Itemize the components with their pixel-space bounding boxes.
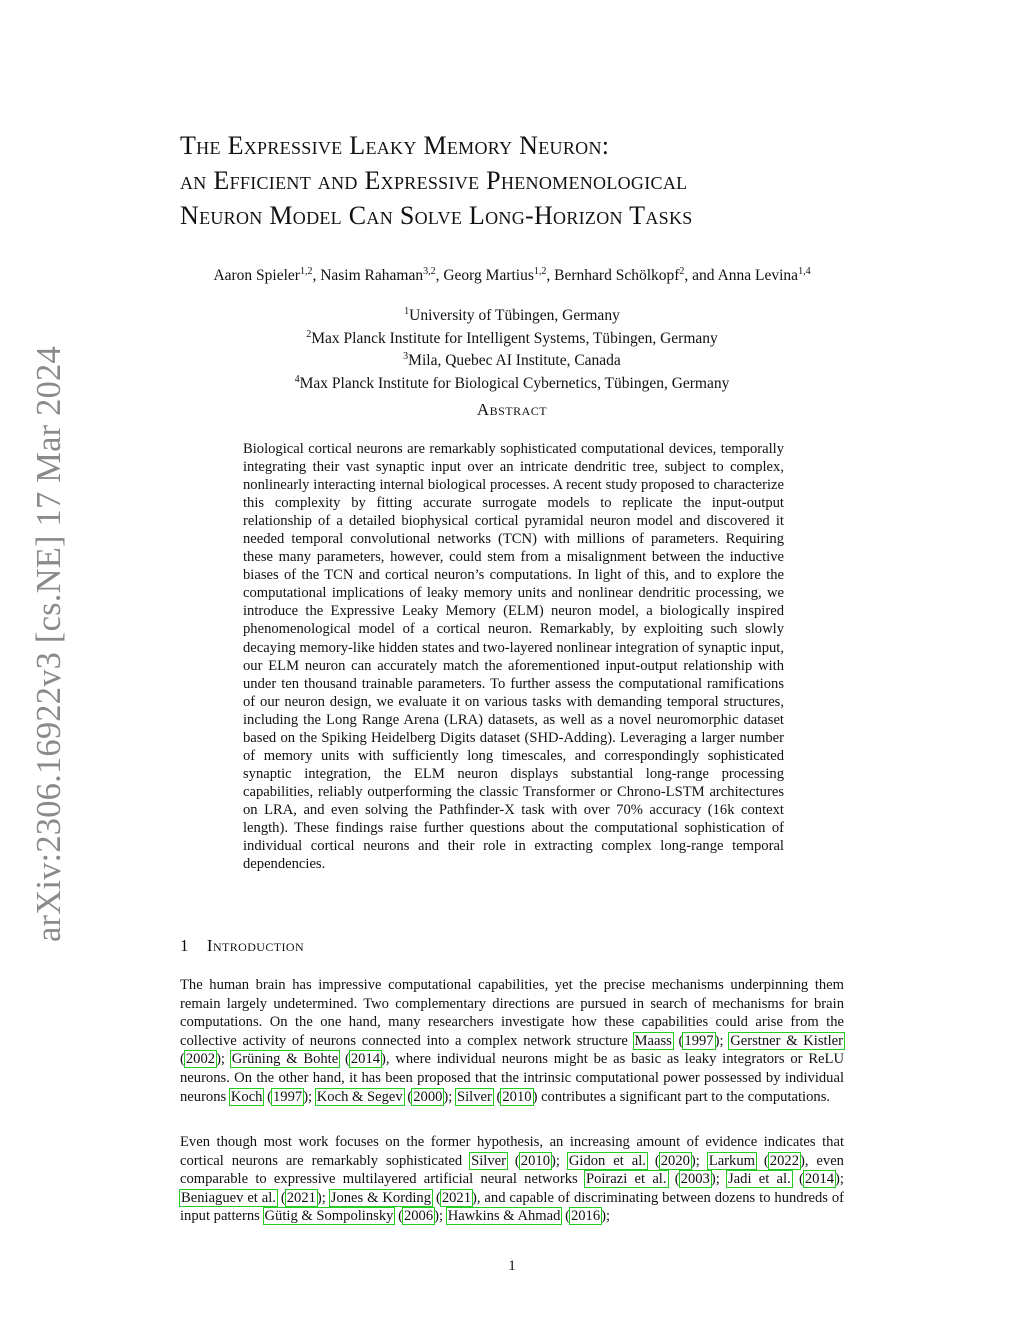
page-number: 1 xyxy=(508,1258,516,1274)
citation-link[interactable]: 2021 xyxy=(441,1189,471,1206)
citation-link[interactable]: Maass xyxy=(634,1032,672,1049)
paragraph-text: ( xyxy=(432,1189,441,1206)
intro-paragraph-2 xyxy=(180,1133,844,1226)
citation-link[interactable]: 1997 xyxy=(684,1032,714,1049)
citation-link[interactable]: 2021 xyxy=(286,1189,316,1206)
author-name: Georg Martius xyxy=(443,267,534,285)
citation-link[interactable]: 2014 xyxy=(804,1171,835,1188)
section-heading xyxy=(180,936,304,956)
abstract-heading: Abstract xyxy=(476,400,548,419)
paragraph-text: ); xyxy=(434,1208,447,1225)
paragraph-text: ); xyxy=(316,1189,330,1206)
affiliation: $^1$University of Tübingen, Germany xyxy=(404,306,620,325)
author-list xyxy=(0,266,1024,285)
paragraph-text: ( xyxy=(492,1088,502,1105)
paragraph-text: ( xyxy=(506,1152,520,1169)
citation-link[interactable]: Koch xyxy=(230,1088,263,1105)
paragraph-text: ); xyxy=(550,1152,568,1169)
author: Georg Martius$^{1,2}$, xyxy=(443,266,555,285)
affiliation: $^2$Max Planck Institute for Intelligent Systems, Tübingen, Germany xyxy=(306,328,718,347)
author-name: Bernhard Schölkopf xyxy=(554,267,680,285)
paragraph-text: ), even comparable to expressive multilayered artificial neural networks xyxy=(180,1152,844,1188)
citation-link[interactable]: 1997 xyxy=(273,1088,303,1105)
citation-link[interactable]: Koch & Segev xyxy=(316,1088,403,1105)
paragraph-text: ( xyxy=(755,1152,769,1169)
paragraph-text: ); xyxy=(303,1088,316,1105)
citation-link[interactable]: 2006 xyxy=(403,1208,434,1225)
paragraph-text: The human brain has impressive computational capabilities, yet the precise mechanisms underpinning them remain largely undetermined. Two complementary directions are pursued in search of mechanisms for brain computations. On the one hand, many researchers investigate how these capabilities could arise from the collective activity of neurons connected into a complex network structure xyxy=(180,977,844,1049)
author-name: Anna Levina xyxy=(717,267,799,285)
citation-link[interactable]: Poirazi et al. xyxy=(585,1171,667,1188)
citation-link[interactable]: 2020 xyxy=(660,1152,690,1169)
paragraph-text: ( xyxy=(276,1189,286,1206)
affiliation: $^3$Mila, Quebec AI Institute, Canada xyxy=(403,351,621,370)
paragraph-text: ), and capable of discriminating between dozens to hundreds of input patterns xyxy=(180,1189,844,1225)
paper-title xyxy=(180,128,880,233)
citation-link[interactable]: Beniaguev et al. xyxy=(181,1189,276,1206)
title-line-3: Neuron Model Can Solve Long-Horizon Tasks xyxy=(180,201,693,230)
section-number: 1 xyxy=(180,936,189,955)
paragraph-text: ( xyxy=(263,1088,272,1105)
citation-link[interactable]: Jones & Kording xyxy=(330,1189,432,1206)
paragraph-text: ( xyxy=(394,1208,403,1225)
arxiv-stamp: arXiv:2306.16922v3 [cs.NE] 17 Mar 2024 xyxy=(30,346,68,942)
citation-link[interactable]: Grüning & Bohte xyxy=(231,1051,339,1068)
title-line-1: The Expressive Leaky Memory Neuron: xyxy=(180,131,610,160)
paragraph-text: ); xyxy=(443,1088,456,1105)
author: Nasim Rahaman$^{3,2}$, xyxy=(320,266,444,285)
author-name: Nasim Rahaman xyxy=(320,267,424,285)
title-line-2: an Efficient and Expressive Phenomenological xyxy=(180,166,688,195)
section-title: Introduction xyxy=(206,936,305,955)
paragraph-text: ); xyxy=(601,1208,611,1225)
paragraph-text: ); xyxy=(216,1051,231,1068)
paragraph-text: ); xyxy=(710,1171,727,1188)
citation-link[interactable]: 2002 xyxy=(185,1051,216,1068)
paragraph-text: ( xyxy=(667,1171,680,1188)
citation-link[interactable]: 2003 xyxy=(680,1171,710,1188)
intro-paragraph-1 xyxy=(180,976,844,1106)
citation-link[interactable]: Jadi et al. xyxy=(728,1171,791,1188)
citation-link[interactable]: Hawkins & Ahmad xyxy=(447,1208,561,1225)
paragraph-text: ( xyxy=(403,1088,413,1105)
paragraph-text: ( xyxy=(646,1152,660,1169)
author-affiliation: 1,2 xyxy=(533,266,547,277)
paragraph-text: ), where individual neurons might be as basic as leaky integrators or ReLU neurons. On the other hand, it has been proposed that the intrinsic computational power possessed by individual neurons xyxy=(180,1051,844,1105)
author-name: Aaron Spieler xyxy=(213,267,300,285)
author: Bernhard Schölkopf$^2$, and xyxy=(554,266,718,285)
paragraph-text: ) contributes a significant part to the computations. xyxy=(532,1088,831,1105)
author-affiliation: 2 xyxy=(679,266,685,277)
paragraph-text: ( xyxy=(672,1032,684,1049)
paragraph-text: ); xyxy=(835,1171,844,1188)
paragraph-text: ( xyxy=(339,1051,350,1068)
abstract-text: Biological cortical neurons are remarkably sophisticated computational devices, temporally integrating their vast synaptic input over an intricate dendritic tree, subject to complex, nonlinearly interacting internal biological processes. A recent study proposed to characterize this complexity by fitting accurate surrogate models to replicate the input-output relationship of a detailed biophysical cortical pyramidal neuron model and discovered it needed temporal convolutional networks (TCN) with millions of parameters. Requiring these many parameters, however, could stem from a misalignment between the inductive biases of the TCN and cortical neuron’s computations. In light of this, and to explore the computational implications of leaky memory units and nonlinear dendritic processing, we introduce the Expressive Leaky Memory (ELM) neuron model, a biologically inspired phenomenological model of a cortical neuron. Remarkably, by exploiting such slowly decaying memory-like hidden states and two-layered nonlinear integration of synaptic input, our ELM neuron can accurately match the aforementioned input-output relationship with under ten thousand trainable parameters. To further assess the computational ramifications of our neuron design, we evaluate it on various tasks with demanding temporal structures, including the Long Range Arena (LRA) datasets, as well as a novel neuromorphic dataset based on the Spiking Heidelberg Digits dataset (SHD-Adding). Leveraging a larger number of memory units with sufficiently long timescales, and correspondingly sophisticated synaptic integration, the ELM neuron displays substantial long-range processing capabilities, reliably outperforming the classic Transformer or Chrono-LSTM architectures on LRA, and even solving the Pathfinder-X task with over 70% accuracy (16k context length). These findings raise further questions about the computational sophistication of individual cortical neurons and their role in extracting complex long-range temporal dependencies. xyxy=(243,441,784,873)
citation-link[interactable]: Larkum xyxy=(708,1152,755,1169)
paragraph-text: ( xyxy=(180,1051,185,1068)
citation-link[interactable]: 2022 xyxy=(769,1152,799,1169)
paragraph-text: ); xyxy=(690,1152,708,1169)
citation-link[interactable]: Silver xyxy=(471,1152,506,1169)
citation-link[interactable]: 2000 xyxy=(413,1088,443,1105)
paragraph-text: ( xyxy=(561,1208,570,1225)
citation-link[interactable]: Gütig & Sompolinsky xyxy=(264,1208,394,1225)
citation-link[interactable]: 2010 xyxy=(502,1088,532,1105)
paragraph-text: ); xyxy=(714,1032,730,1049)
affiliation: $^4$Max Planck Institute for Biological Cybernetics, Tübingen, Germany xyxy=(294,373,730,393)
citation-link[interactable]: Gidon et al. xyxy=(568,1152,646,1169)
author: Aaron Spieler$^{1,2}$, xyxy=(213,266,321,285)
paragraph-text: ( xyxy=(791,1171,804,1188)
author-affiliation: 1,2 xyxy=(299,266,313,277)
citation-link[interactable]: Gerstner & Kistler xyxy=(730,1032,843,1049)
author xyxy=(718,267,811,284)
author-affiliation: 1,4 xyxy=(798,266,811,277)
author-affiliation: 3,2 xyxy=(423,266,436,277)
citation-link[interactable]: 2016 xyxy=(570,1208,601,1225)
citation-link[interactable]: Silver xyxy=(456,1088,492,1105)
paragraph-text: Even though most work focuses on the former hypothesis, an increasing amount of evidence indicates that cortical neurons are remarkably sophisticated xyxy=(180,1134,844,1169)
affiliation-list xyxy=(0,303,1024,394)
citation-link[interactable]: 2014 xyxy=(350,1051,381,1068)
citation-link[interactable]: 2010 xyxy=(520,1152,550,1169)
